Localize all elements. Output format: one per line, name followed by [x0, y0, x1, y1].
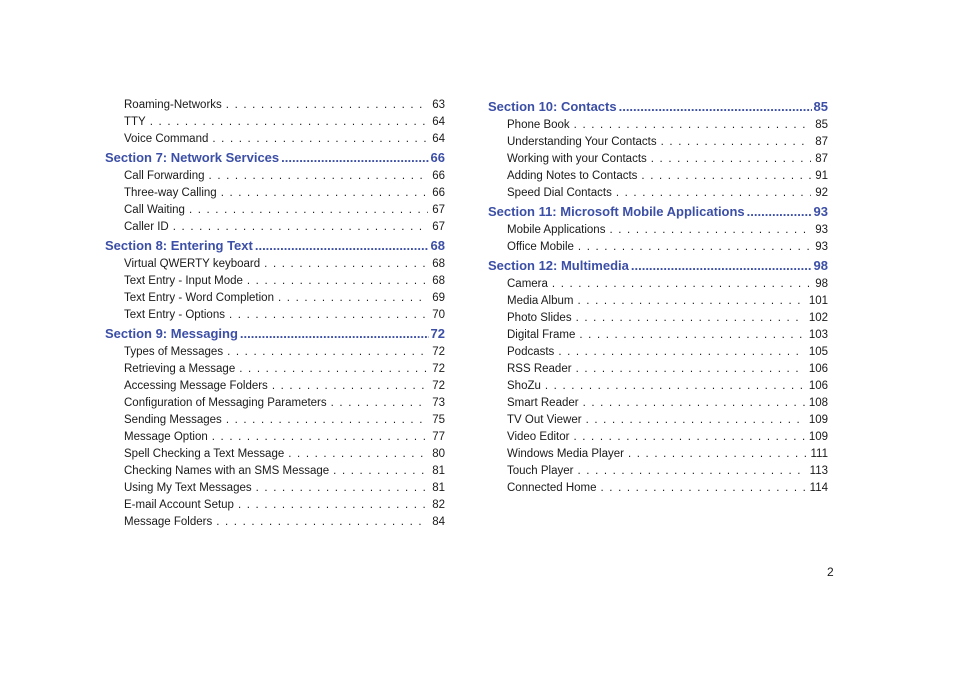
toc-page-number: 72 [432, 380, 445, 392]
toc-entry[interactable] [488, 276, 828, 293]
toc-page-number: 81 [432, 482, 445, 494]
dot-leader [552, 276, 811, 293]
toc-label: Section 9: Messaging [105, 326, 238, 341]
toc-label: Call Waiting [124, 204, 185, 216]
toc-entry[interactable] [105, 131, 445, 148]
toc-page-number: 66 [432, 187, 445, 199]
dot-leader [281, 148, 428, 168]
toc-page-number: 109 [808, 414, 828, 426]
toc-entry[interactable] [105, 168, 445, 185]
toc-label: Text Entry - Input Mode [124, 275, 243, 287]
toc-right-column [488, 97, 828, 497]
toc-page-number: 102 [808, 312, 828, 324]
toc-label: Spell Checking a Text Message [124, 448, 285, 460]
dot-leader [558, 344, 805, 361]
toc-entry[interactable] [105, 497, 445, 514]
toc-entry[interactable] [105, 344, 445, 361]
toc-section-heading[interactable] [488, 202, 828, 222]
toc-page-number: 66 [432, 170, 445, 182]
toc-entry[interactable] [105, 480, 445, 497]
dot-leader [212, 131, 428, 148]
dot-leader [189, 202, 428, 219]
dot-leader [641, 168, 811, 185]
toc-page-number: 101 [808, 295, 828, 307]
dot-leader [601, 480, 806, 497]
toc-page-number: 106 [808, 363, 828, 375]
toc-page-number: 105 [808, 346, 828, 358]
toc-page-number: 67 [432, 204, 445, 216]
toc-label: Three-way Calling [124, 187, 217, 199]
dot-leader [209, 168, 429, 185]
toc-label: Configuration of Messaging Parameters [124, 397, 327, 409]
toc-label: Types of Messages [124, 346, 224, 358]
toc-entry[interactable] [105, 202, 445, 219]
dot-leader [226, 97, 428, 114]
toc-entry[interactable] [105, 219, 445, 236]
toc-entry[interactable] [488, 378, 828, 395]
toc-entry[interactable] [488, 429, 828, 446]
toc-section-heading[interactable] [105, 236, 445, 256]
toc-entry[interactable] [105, 307, 445, 324]
toc-label: Touch Player [507, 465, 574, 477]
dot-leader [288, 446, 428, 463]
dot-leader [221, 185, 429, 202]
toc-entry[interactable] [105, 395, 445, 412]
toc-page-number: 103 [808, 329, 828, 341]
toc-label: Media Album [507, 295, 574, 307]
dot-leader [661, 134, 812, 151]
toc-label: TTY [124, 116, 146, 128]
toc-entry[interactable] [105, 97, 445, 114]
dot-leader [227, 344, 428, 361]
toc-page-number: 70 [432, 309, 445, 321]
toc-entry[interactable] [488, 222, 828, 239]
toc-entry[interactable] [105, 463, 445, 480]
dot-leader [173, 219, 428, 236]
toc-page-number: 75 [432, 414, 445, 426]
toc-page-number: 64 [432, 133, 445, 145]
toc-label: RSS Reader [507, 363, 572, 375]
dot-leader [747, 202, 812, 222]
dot-leader [278, 290, 428, 307]
toc-label: ShoZu [507, 380, 541, 392]
toc-section-heading[interactable] [488, 97, 828, 117]
dot-leader [651, 151, 811, 168]
toc-page-number: 87 [815, 153, 828, 165]
toc-label: Section 8: Entering Text [105, 238, 253, 253]
dot-leader [238, 497, 428, 514]
toc-entry[interactable] [488, 480, 828, 497]
toc-label: Section 11: Microsoft Mobile Applications [488, 204, 745, 219]
toc-label: Text Entry - Word Completion [124, 292, 274, 304]
toc-label: Working with your Contacts [507, 153, 647, 165]
toc-entry[interactable] [488, 446, 828, 463]
toc-page-number: 98 [815, 278, 828, 290]
toc-label: Video Editor [507, 431, 570, 443]
toc-entry[interactable] [488, 168, 828, 185]
toc-page-number: 87 [815, 136, 828, 148]
toc-page-number: 85 [815, 119, 828, 131]
toc-label: Office Mobile [507, 241, 574, 253]
toc-label: Digital Frame [507, 329, 576, 341]
dot-leader [545, 378, 805, 395]
toc-entry[interactable] [488, 327, 828, 344]
dot-leader [573, 429, 804, 446]
toc-page-number: 109 [808, 431, 828, 443]
toc-page-number: 73 [432, 397, 445, 409]
toc-page-number: 64 [432, 116, 445, 128]
toc-label: Phone Book [507, 119, 570, 131]
toc-section-heading[interactable] [105, 148, 445, 168]
toc-label: Section 12: Multimedia [488, 258, 629, 273]
dot-leader [240, 324, 429, 344]
toc-page-number: 98 [813, 258, 828, 273]
toc-entry[interactable] [105, 378, 445, 395]
toc-entry[interactable] [488, 361, 828, 378]
toc-entry[interactable] [488, 239, 828, 256]
toc-entry[interactable] [488, 395, 828, 412]
toc-label: Accessing Message Folders [124, 380, 268, 392]
dot-leader [631, 256, 812, 276]
dot-leader [272, 378, 428, 395]
dot-leader [576, 310, 805, 327]
toc-entry[interactable] [105, 114, 445, 131]
toc-label: Smart Reader [507, 397, 579, 409]
toc-label: Understanding Your Contacts [507, 136, 657, 148]
dot-leader [628, 446, 807, 463]
toc-label: Connected Home [507, 482, 597, 494]
dot-leader [579, 327, 804, 344]
toc-page-number: 66 [430, 150, 445, 165]
toc-page-number: 91 [815, 170, 828, 182]
dot-leader [239, 361, 428, 378]
toc-entry[interactable] [105, 446, 445, 463]
toc-label: Camera [507, 278, 548, 290]
dot-leader [229, 307, 428, 324]
toc-label: Mobile Applications [507, 224, 606, 236]
toc-label: Roaming-Networks [124, 99, 222, 111]
dot-leader [216, 514, 428, 531]
dot-leader [619, 97, 812, 117]
toc-label: Caller ID [124, 221, 169, 233]
toc-label: Voice Command [124, 133, 209, 145]
toc-page-number: 111 [810, 448, 828, 460]
toc-left-column [105, 97, 445, 531]
dot-leader [577, 463, 805, 480]
toc-entry[interactable] [488, 463, 828, 480]
toc-label: E-mail Account Setup [124, 499, 234, 511]
toc-label: Using My Text Messages [124, 482, 252, 494]
dot-leader [247, 273, 428, 290]
toc-page-number: 85 [813, 99, 828, 114]
toc-label: Virtual QWERTY keyboard [124, 258, 261, 270]
dot-leader [576, 361, 805, 378]
toc-entry[interactable] [105, 185, 445, 202]
toc-label: Retrieving a Message [124, 363, 236, 375]
toc-entry[interactable] [488, 310, 828, 327]
toc-page-number: 108 [808, 397, 828, 409]
dot-leader [226, 412, 428, 429]
dot-leader [331, 395, 429, 412]
toc-label: Call Forwarding [124, 170, 205, 182]
toc-page-number: 68 [430, 238, 445, 253]
dot-leader [578, 239, 811, 256]
dot-leader [609, 222, 811, 239]
toc-section-heading[interactable] [488, 256, 828, 276]
toc-label: Section 10: Contacts [488, 99, 617, 114]
toc-page-number: 63 [432, 99, 445, 111]
toc-page-number: 80 [432, 448, 445, 460]
toc-label: Adding Notes to Contacts [507, 170, 638, 182]
toc-page-number: 68 [432, 258, 445, 270]
toc-page-number: 72 [432, 346, 445, 358]
dot-leader [616, 185, 811, 202]
toc-page-number: 81 [432, 465, 445, 477]
dot-leader [150, 114, 428, 131]
toc-entry[interactable] [488, 412, 828, 429]
toc-entry[interactable] [105, 361, 445, 378]
toc-label: Message Folders [124, 516, 213, 528]
toc-page-number: 114 [809, 482, 828, 494]
toc-page-number: 106 [808, 380, 828, 392]
dot-leader [256, 480, 429, 497]
toc-entry[interactable] [105, 290, 445, 307]
toc-page-number: 67 [432, 221, 445, 233]
dot-leader [574, 117, 812, 134]
toc-label: Photo Slides [507, 312, 572, 324]
toc-label: Podcasts [507, 346, 555, 358]
toc-label: Message Option [124, 431, 208, 443]
toc-page-number: 92 [815, 187, 828, 199]
toc-page-number: 72 [430, 326, 445, 341]
toc-entry[interactable] [105, 273, 445, 290]
toc-page-number: 68 [432, 275, 445, 287]
toc-page-number: 93 [815, 224, 828, 236]
toc-label: Section 7: Network Services [105, 150, 280, 165]
toc-page-number: 77 [432, 431, 445, 443]
dot-leader [583, 395, 805, 412]
toc-label: TV Out Viewer [507, 414, 582, 426]
toc-label: Speed Dial Contacts [507, 187, 612, 199]
toc-page-number: 69 [432, 292, 445, 304]
dot-leader [577, 293, 804, 310]
toc-entry[interactable] [488, 134, 828, 151]
toc-entry[interactable] [488, 293, 828, 310]
toc-entry[interactable] [105, 514, 445, 531]
page-number: 2 [827, 565, 834, 579]
toc-label: Checking Names with an SMS Message [124, 465, 330, 477]
toc-entry[interactable] [105, 256, 445, 273]
dot-leader [255, 236, 429, 256]
toc-entry[interactable] [488, 344, 828, 361]
toc-label: Text Entry - Options [124, 309, 225, 321]
toc-entry[interactable] [105, 429, 445, 446]
toc-label: Windows Media Player [507, 448, 624, 460]
toc-page-number: 93 [815, 241, 828, 253]
toc-page-number: 82 [432, 499, 445, 511]
toc-entry[interactable] [105, 412, 445, 429]
toc-label: Sending Messages [124, 414, 222, 426]
toc-entry[interactable] [488, 117, 828, 134]
toc-page-number: 72 [432, 363, 445, 375]
toc-entry[interactable] [488, 185, 828, 202]
toc-section-heading[interactable] [105, 324, 445, 344]
toc-page-number: 93 [813, 204, 828, 219]
dot-leader [333, 463, 428, 480]
dot-leader [212, 429, 428, 446]
dot-leader [264, 256, 428, 273]
dot-leader [586, 412, 805, 429]
toc-page-number: 84 [432, 516, 445, 528]
toc-entry[interactable] [488, 151, 828, 168]
toc-page-number: 113 [809, 465, 828, 477]
